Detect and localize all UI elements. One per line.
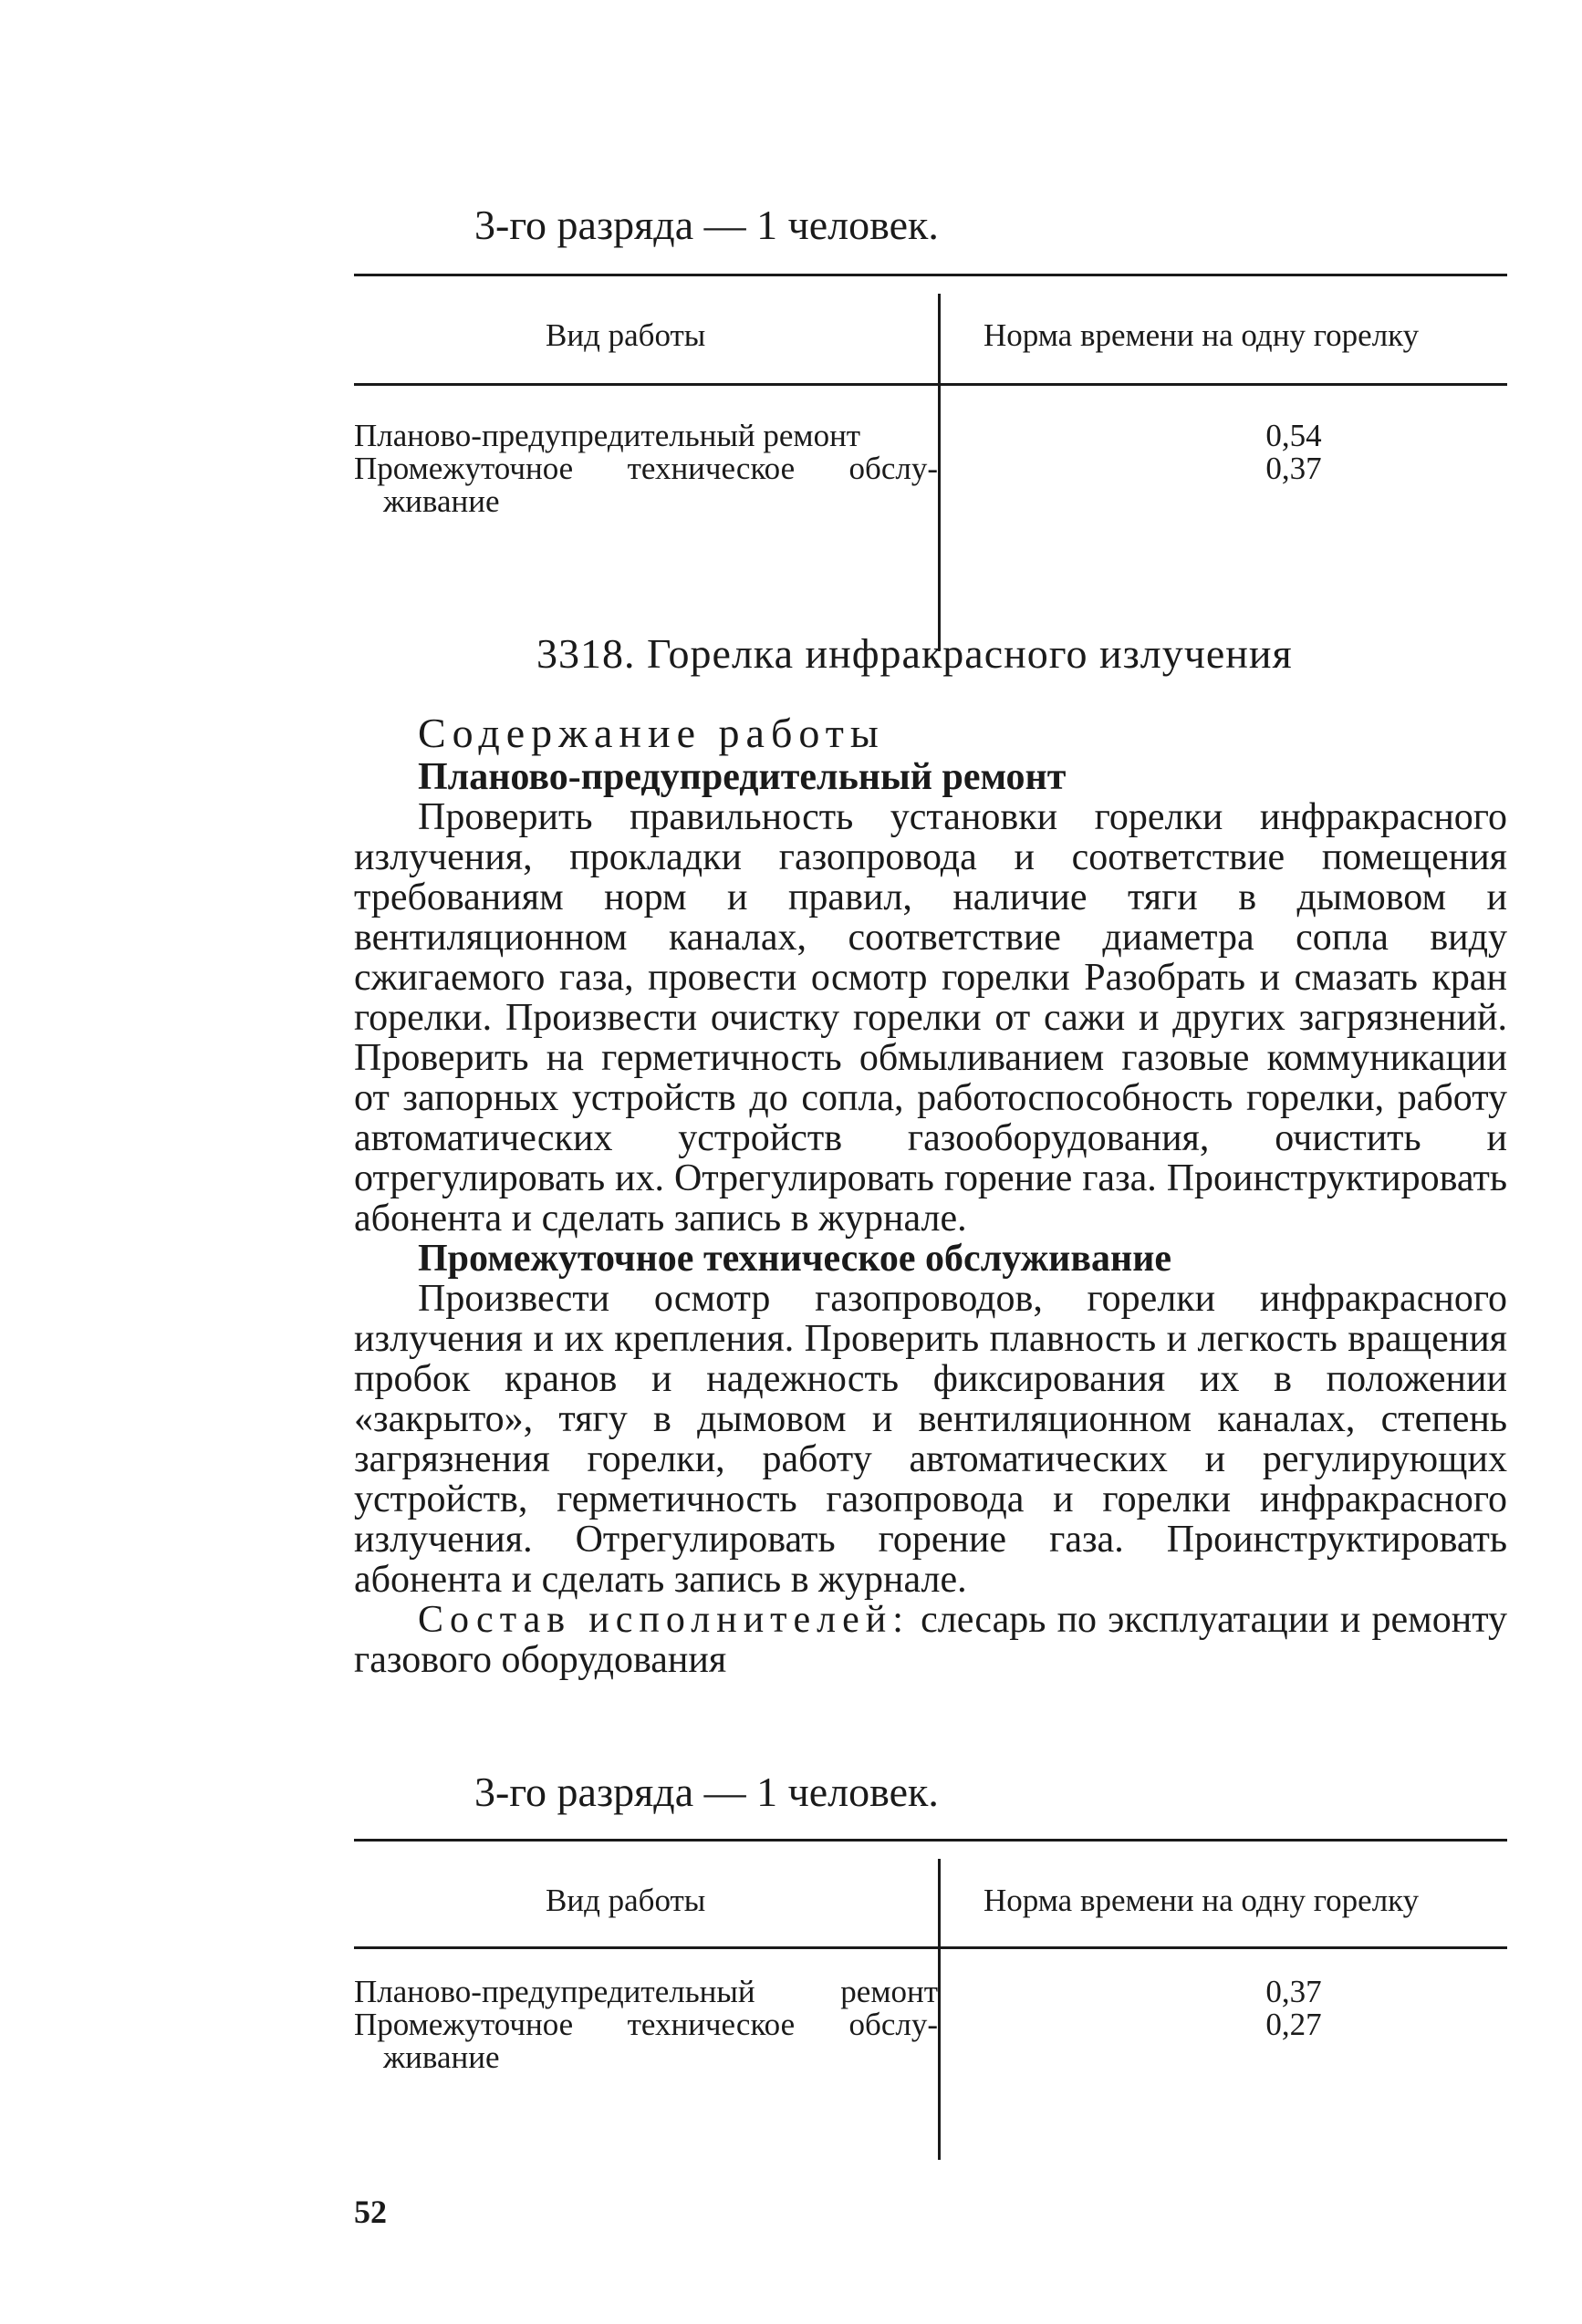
- pto-heading: Промежуточное техническое обслуживание: [418, 1238, 1172, 1280]
- composition-text: слесарь по эксплуатации и ремонту газового оборудования: [354, 1599, 1508, 1681]
- table-column-divider: [938, 294, 941, 651]
- table-row-values: [1175, 420, 1412, 485]
- header-work-type: Вид работы: [546, 1883, 706, 1918]
- section-body: [354, 710, 1508, 1681]
- ppr-paragraph: Проверить правильность установки горелки инфракрасного излучения, прокладки газопровода и соответствие помещения требованиям норм и правил, наличие тяги в дымовом и вентиляционном каналах, соответствие диаметра сопла виду сжигаемого газа, провести осмотр горелки Разобрать и смазать кран горелки. Произвести очистку горелки от сажи и других загрязнений. Проверить на герметичность обмыливанием газовые коммуникации от запорных устройств до сопла, работоспособность горелки, работу автоматических устройств газооборудования, очистить и отрегулировать их. Отрегулировать горение газа. Проинструктировать абонента и сделать запись в журнале.: [354, 796, 1507, 1240]
- table-header-rule: [354, 383, 1507, 386]
- table-column-divider: [938, 1859, 941, 2160]
- work-pto: Промежуточное техническое обслу-: [354, 2007, 938, 2042]
- norm-table-1: [354, 274, 1507, 547]
- value-ppr: 0,37: [1265, 1974, 1322, 2009]
- section-title: 3318. Горелка инфракрасного излучения: [536, 630, 1293, 677]
- table-row-work: [354, 1976, 938, 2074]
- table-row-values: [1175, 1976, 1412, 2041]
- composition-paragraph: [354, 1600, 1507, 1680]
- work-ppr: Планово-предупредительный ремонт: [354, 1974, 938, 2009]
- header-time-norm: Норма времени на одну горелку: [984, 317, 1420, 353]
- value-pto: 0,27: [1265, 2007, 1322, 2042]
- staff-line-bottom: 3-го разряда — 1 человек.: [474, 1769, 939, 1815]
- work-pto-continuation: живание: [383, 483, 500, 519]
- table-top-rule: [354, 274, 1507, 276]
- work-pto-continuation: живание: [383, 2039, 500, 2075]
- value-pto: 0,37: [1265, 451, 1322, 486]
- work-pto: Промежуточное техническое обслу-: [354, 451, 938, 486]
- staff-line-top: 3-го разряда — 1 человек.: [474, 202, 939, 248]
- table-header-rule: [354, 1946, 1507, 1949]
- norm-table-2: [354, 1839, 1507, 2112]
- header-time-norm: Норма времени на одну горелку: [984, 1883, 1420, 1918]
- pto-paragraph: Произвести осмотр газопроводов, горелки инфракрасного излучения и их крепления. Проверить плавность и легкость вращения пробок кранов и надежность фиксирования их в положении «закрыто», тягу в дымовом и вентиляционном каналах, степень загрязнения горелки, работу автоматических и регулирующих устройств, герметичность газопровода и горелки инфракрасного излучения. Отрегулировать горение газа. Проинструктировать абонента и сделать запись в журнале.: [354, 1278, 1507, 1601]
- page-number: 52: [354, 2194, 387, 2230]
- ppr-heading: Планово-предупредительный ремонт: [418, 756, 1067, 798]
- value-ppr: 0,54: [1265, 418, 1322, 453]
- content-heading: Содержание работы: [418, 710, 885, 756]
- table-top-rule: [354, 1839, 1507, 1842]
- table-row-work: [354, 420, 938, 518]
- header-work-type: Вид работы: [546, 317, 706, 353]
- composition-label: Состав исполнителей:: [418, 1599, 910, 1641]
- work-ppr: Планово-предупредительный ремонт: [354, 418, 861, 453]
